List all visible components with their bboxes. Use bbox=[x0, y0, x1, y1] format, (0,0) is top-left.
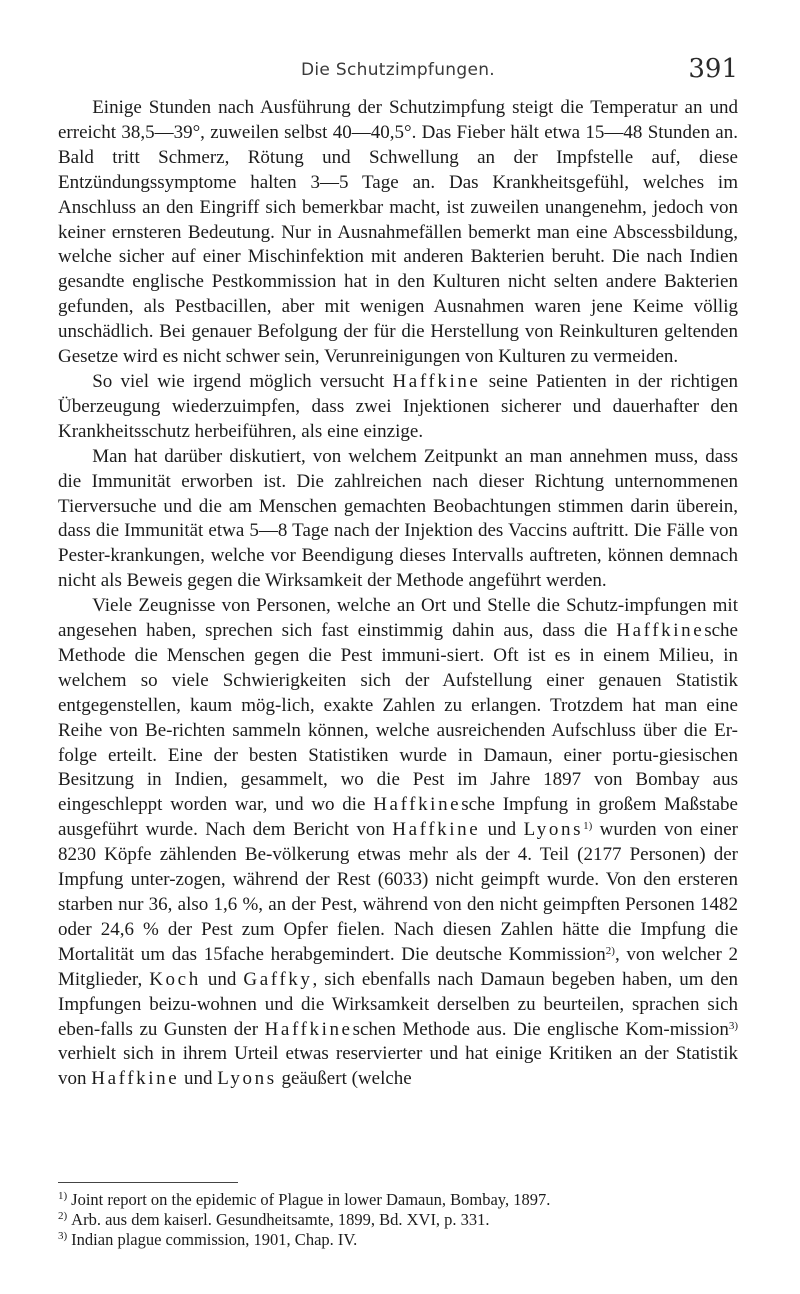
paragraph: So viel wie irgend möglich versucht Haffkine seine Patienten in der richtigen Überzeugung wiederzuimpfen, dass zwei Injektionen sicherer und dauerhafter den Krankheitsschutz herbeiführen, als eine einzige. bbox=[58, 370, 739, 442]
paragraph: Man hat darüber diskutiert, von welchem Zeitpunkt an man annehmen muss, dass die Immunität erworben ist. Die zahlreichen nach dieser Richtung unternommenen Tierversuche und die am Menschen gemachten Beobachtungen stimmen darin überein, dass die Immunität etwa 5—8 Tage nach der Injektion des Vaccins auftritt. Die Fälle von Pester-krankungen, welche vor Beendigung dieses Intervalls auftreten, können demnach nicht als Beweis gegen die Wirksamkeit der Methode angeführt werden. bbox=[58, 445, 738, 592]
running-title: Die Schutzimpfungen. bbox=[301, 60, 495, 80]
spaced-name: Koch bbox=[149, 968, 201, 990]
spaced-name: Haffkine bbox=[392, 819, 481, 841]
spaced-name: Gaffky bbox=[243, 968, 313, 990]
footnote-number: 2) bbox=[58, 1209, 68, 1222]
footnote-marker: 3) bbox=[728, 1019, 738, 1032]
footnote-text: Joint report on the epidemic of Plague in lower Damaun, Bombay, 1897. bbox=[71, 1190, 551, 1209]
footnote-number: 3) bbox=[58, 1229, 68, 1242]
running-header bbox=[58, 50, 738, 84]
spaced-name: Haffkine bbox=[91, 1068, 180, 1090]
paragraph: Viele Zeugnisse von Personen, welche an Ort und Stelle die Schutz-impfungen mit angesehen haben, sprechen sich fast einstimmig dahin aus, dass die Haffkinesche Methode die Menschen gegen die Pest immuni-siert. Oft ist es in einem Milieu, in welchem so viele Schwierigkeiten sich der Aufstellung einer genauen Statistik entgegenstellen, kaum mög-lich, exakte Zahlen zu erlangen. Trotzdem hat man eine Reihe von Be-richten sammeln können, welche ausreichenden Aufschluss über die Er-folge erteilt. Eine der besten Statistiken wurde in Damaun, einer portu-giesischen Besitzung in Indien, gesammelt, wo die Pest im Jahre 1897 von Bombay aus eingeschleppt worden war, und wo die Haffkinesche Impfung in großem Maßstabe ausgeführt wurde. Nach dem Bericht von Haffkine und Lyons$^{1)}$ wurden von einer 8230 Köpfe zählenden Be-völkerung etwas mehr als der 4. Teil (2177 Personen) der Impfung unter-zogen, während der Rest (6033) nicht geimpft wurde. Von den ersteren starben nur 36, also 1,6 %, an der Pest, während von den nicht geimpften Personen 1482 oder 24,6 % der Pest zum Opfer fielen. Nach diesen Zahlen hätte die Impfung die Mortalität um das 15fache herabgemindert. Die deutsche Kommission$^{2)}$, von welcher 2 Mitglieder, Koch und Gaffky, sich ebenfalls nach Damaun begeben haben, um den Impfungen beizu-wohnen und die Wirksamkeit derselben zu beurteilen, sprachen sich eben-falls zu Gunsten der Haffkineschen Methode aus. Die englische Kom-mission$^{3)}$ verhielt sich in ihrem Urteil etwas reservierter und hat einige Kritiken an der Statistik von Haffkine und Lyons geäußert (welche bbox=[58, 595, 739, 1090]
spaced-name: Haffkine bbox=[373, 794, 462, 816]
spaced-name: Haffkine bbox=[392, 370, 481, 392]
footnote-text: Arb. aus dem kaiserl. Gesundheitsamte, 1899, Bd. XVI, p. 331. bbox=[71, 1210, 490, 1229]
footnote-rule bbox=[58, 1182, 238, 1183]
footnote-marker: 2) bbox=[605, 944, 615, 957]
body-text bbox=[58, 96, 738, 1092]
footnotes bbox=[58, 1190, 738, 1250]
footnote-marker: 1) bbox=[583, 820, 593, 833]
paragraph: Einige Stunden nach Ausführung der Schutzimpfung steigt die Temperatur an und erreicht 38,5—39°, zuweilen selbst 40—40,5°. Das Fieber hält etwa 15—48 Stunden an. Bald tritt Schmerz, Rötung und Schwellung an der Impfstelle auf, diese Entzündungssymptome halten 3—5 Tage an. Das Krankheitsgefühl, welches im Anschluss an den Eingriff sich bemerkbar macht, ist zuweilen unangenehm, jedoch von keiner ernsteren Bedeutung. Nur in Ausnahmefällen bemerkt man eine Abscessbildung, welche sicher auf einer Mischinfektion mit anderen Bakterien beruht. Die nach Indien gesandte englische Pestkommission hat in den Kulturen nicht selten andere Bakterien gefunden, als Pestbacillen, aber mit wenigen Ausnahmen waren jene Keime völlig unschädlich. Bei genauer Befolgung der für die Herstellung von Reinkulturen geltenden Gesetze wird es nicht schwer sein, Verunreinigungen von Kulturen zu vermeiden. bbox=[58, 97, 738, 368]
footnote-number: 1) bbox=[58, 1189, 68, 1202]
page-number: 391 bbox=[688, 54, 738, 84]
footnote bbox=[58, 1210, 738, 1230]
footnote bbox=[58, 1230, 738, 1250]
spaced-name: Lyons bbox=[217, 1068, 277, 1090]
footnote-text: Indian plague commission, 1901, Chap. IV. bbox=[71, 1230, 358, 1249]
spaced-name: Haffkine bbox=[264, 1018, 353, 1040]
spaced-name: Lyons bbox=[523, 819, 584, 841]
footnote bbox=[58, 1190, 738, 1210]
spaced-name: Haffkine bbox=[616, 620, 705, 642]
